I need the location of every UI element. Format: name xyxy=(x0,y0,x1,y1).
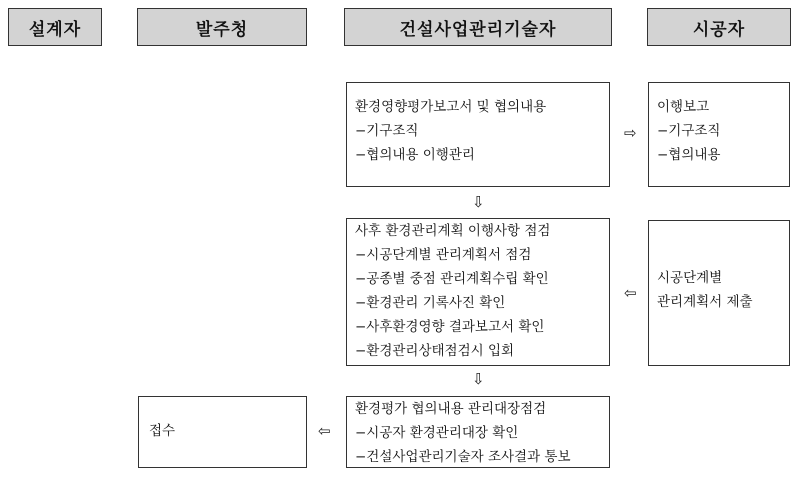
arrow-left-icon: ⇦ xyxy=(318,422,331,440)
arrow-down-icon: ⇩ xyxy=(472,193,485,211)
box-contractor-report xyxy=(648,82,790,187)
cm-ledger-item: −건설사업관리기술자 조사결과 통보 xyxy=(355,449,571,465)
cm-ledger-title: 환경평가 협의내용 관리대장점검 xyxy=(355,401,547,417)
box-cm-check xyxy=(346,218,610,366)
cm-review-item: −기구조직 xyxy=(355,123,419,139)
box-cm-review xyxy=(346,82,610,187)
box-cm-ledger xyxy=(346,396,610,468)
contractor-report-item: −기구조직 xyxy=(657,123,721,139)
cm-check-title: 사후 환경관리계획 이행사항 점검 xyxy=(355,223,551,239)
cm-review-title: 환경영향평가보고서 및 협의내용 xyxy=(355,99,547,115)
cm-ledger-item: −시공자 환경관리대장 확인 xyxy=(355,425,519,441)
arrow-down-icon: ⇩ xyxy=(472,370,485,388)
header-client: 발주청 xyxy=(137,8,307,46)
arrow-right-icon: ⇨ xyxy=(624,124,637,142)
header-designer: 설계자 xyxy=(8,8,102,46)
box-contractor-submit xyxy=(648,220,790,366)
cm-check-item: −환경관리 기록사진 확인 xyxy=(355,295,506,311)
cm-check-item: −환경관리상태점검시 입회 xyxy=(355,343,515,359)
contractor-submit-line: 관리계획서 제출 xyxy=(657,294,753,310)
header-cm: 건설사업관리기술자 xyxy=(344,8,612,46)
client-receive-label: 접수 xyxy=(149,423,176,439)
cm-check-item: −시공단계별 관리계획서 점검 xyxy=(355,247,532,263)
contractor-submit-line: 시공단계별 xyxy=(657,270,723,286)
contractor-report-title: 이행보고 xyxy=(657,99,710,115)
cm-check-item: −공종별 중점 관리계획수립 확인 xyxy=(355,271,549,287)
cm-check-item: −사후환경영향 결과보고서 확인 xyxy=(355,319,545,335)
contractor-report-item: −협의내용 xyxy=(657,147,721,163)
cm-review-item: −협의내용 이행관리 xyxy=(355,147,475,163)
arrow-left-icon: ⇦ xyxy=(624,284,637,302)
header-contractor: 시공자 xyxy=(647,8,791,46)
box-client-receive xyxy=(138,396,307,468)
